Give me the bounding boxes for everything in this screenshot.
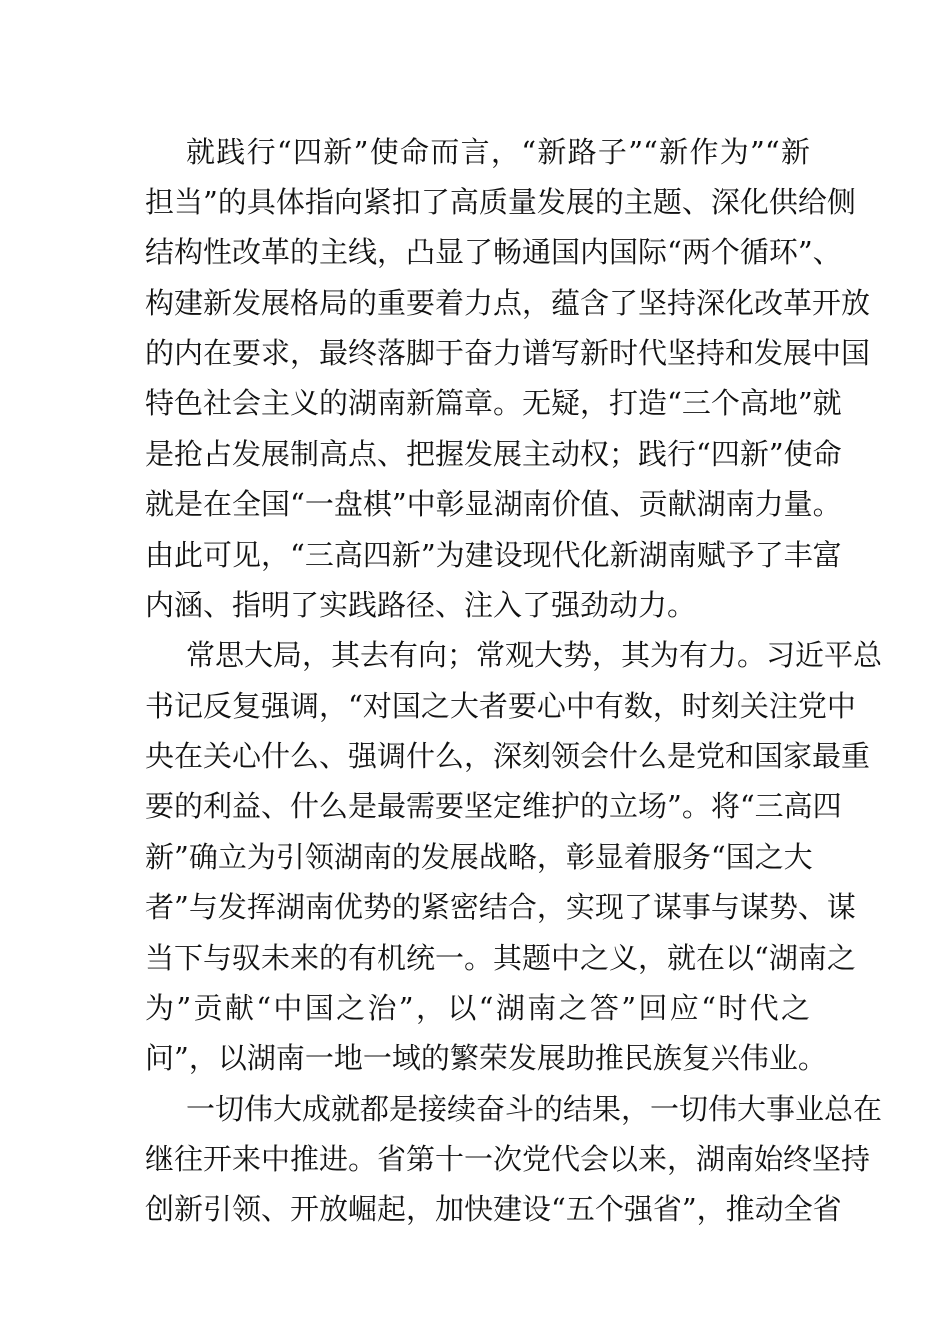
- text-line: 常思大局，其去有向；常观大势，其为有力。习近平总: [186, 638, 883, 672]
- text-line: 一切伟大成就都是接续奋斗的结果，一切伟大事业总在: [186, 1092, 883, 1126]
- text-line: 结构性改革的主线，凸显了畅通国内国际“两个循环”、: [145, 235, 842, 269]
- text-line: 内涵、指明了实践路径、注入了强劲动力。: [145, 588, 697, 622]
- text-line: 就是在全国“一盘棋”中彰显湖南价值、贡献湖南力量。: [145, 487, 842, 521]
- text-line: 是抢占发展制高点、把握发展主动权；践行“四新”使命: [145, 437, 842, 471]
- text-line: 书记反复强调，“对国之大者要心中有数，时刻关注党中: [145, 689, 856, 723]
- text-line: 要的利益、什么是最需要坚定维护的立场”。将“三高四: [145, 789, 842, 823]
- text-line: 由此可见，“三高四新”为建设现代化新湖南赋予了丰富: [145, 538, 842, 572]
- text-line: 央在关心什么、强调什么，深刻领会什么是党和国家最重: [145, 739, 871, 773]
- text-line: 构建新发展格局的重要着力点，蕴含了坚持深化改革开放: [145, 286, 871, 320]
- text-line: 特色社会主义的湖南新篇章。无疑，打造“三个高地”就: [145, 386, 842, 420]
- text-line: 的内在要求，最终落脚于奋力谱写新时代坚持和发展中国: [145, 336, 871, 370]
- text-line: 新”确立为引领湖南的发展战略，彰显着服务“国之大: [145, 840, 813, 874]
- text-line: 创新引领、开放崛起，加快建设“五个强省”，推动全省: [145, 1192, 842, 1226]
- text-line: 当下与驭未来的有机统一。其题中之义，就在以“湖南之: [145, 941, 856, 975]
- text-line: 者”与发挥湖南优势的紧密结合，实现了谋事与谋势、谋: [145, 890, 856, 924]
- text-line: 继往开来中推进。省第十一次党代会以来，湖南始终坚持: [145, 1142, 871, 1176]
- text-line: 就践行“四新”使命而言，“新路子”“新作为”“新: [186, 135, 810, 169]
- text-line: 问”，以湖南一地一域的繁荣发展助推民族复兴伟业。: [145, 1041, 827, 1075]
- text-line: 担当”的具体指向紧扣了高质量发展的主题、深化供给侧: [145, 185, 856, 219]
- text-line: 为”贡献“中国之治”，以“湖南之答”回应“时代之: [145, 991, 810, 1025]
